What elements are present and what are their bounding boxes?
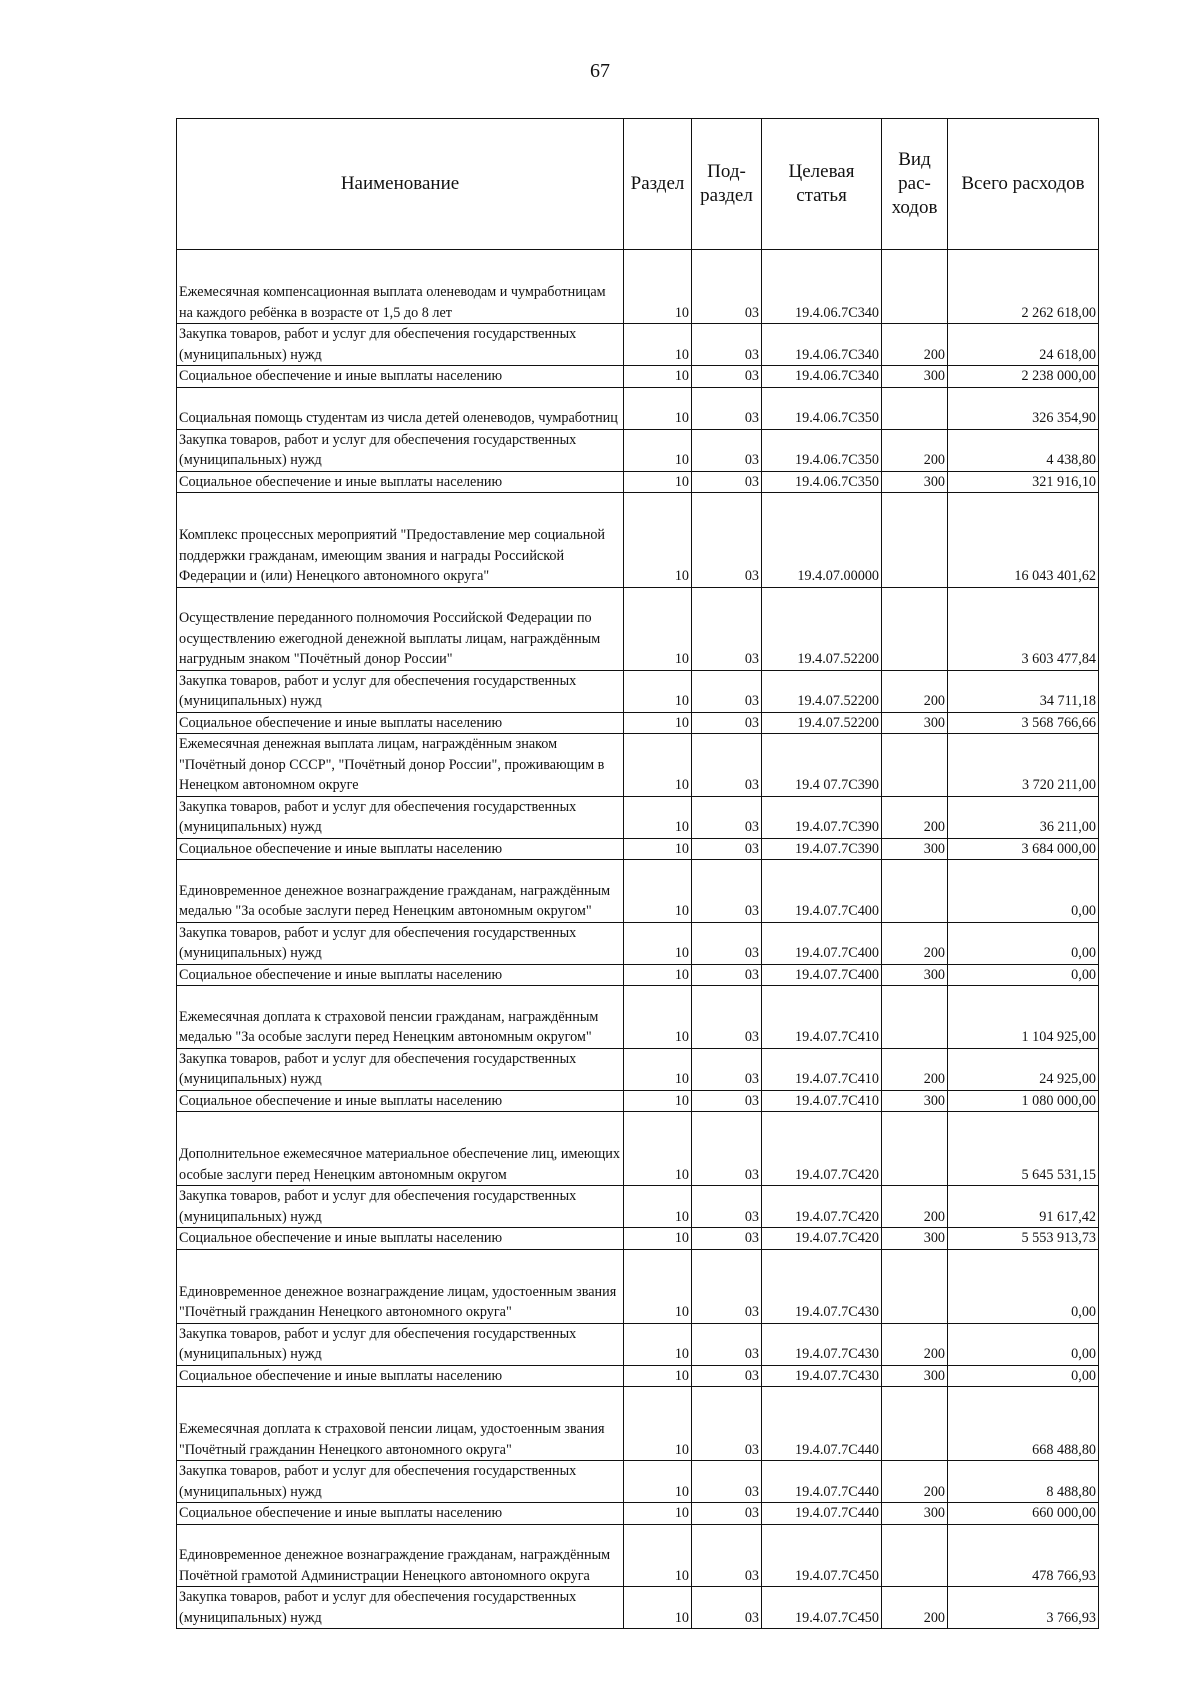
cell-podrazdel: 03 <box>692 250 762 324</box>
cell-razdel: 10 <box>624 1228 692 1250</box>
cell-razdel: 10 <box>624 1461 692 1503</box>
table-row <box>177 1186 1099 1228</box>
cell-celevaya: 19.4.07.7С440 <box>762 1461 882 1503</box>
cell-total: 0,00 <box>948 964 1099 986</box>
table-row <box>177 838 1099 860</box>
cell-razdel: 10 <box>624 964 692 986</box>
cell-vid <box>882 860 948 923</box>
cell-total: 5 645 531,15 <box>948 1112 1099 1186</box>
cell-podrazdel: 03 <box>692 1228 762 1250</box>
cell-name: Единовременное денежное вознаграждение гражданам, награждённым Почётной грамотой Администрации Ненецкого автономного округа <box>177 1524 624 1587</box>
table-row <box>177 1112 1099 1186</box>
table-row <box>177 587 1099 670</box>
cell-podrazdel: 03 <box>692 471 762 493</box>
cell-name: Закупка товаров, работ и услуг для обеспечения государственных (муниципальных) нужд <box>177 1461 624 1503</box>
table-row <box>177 1503 1099 1525</box>
cell-razdel: 10 <box>624 1323 692 1365</box>
cell-total: 0,00 <box>948 1365 1099 1387</box>
cell-razdel: 10 <box>624 1090 692 1112</box>
cell-name: Закупка товаров, работ и услуг для обеспечения государственных (муниципальных) нужд <box>177 1587 624 1629</box>
cell-vid: 300 <box>882 1365 948 1387</box>
cell-razdel: 10 <box>624 324 692 366</box>
cell-razdel: 10 <box>624 366 692 388</box>
cell-razdel: 10 <box>624 493 692 588</box>
cell-celevaya: 19.4.07.7С400 <box>762 922 882 964</box>
table-row <box>177 860 1099 923</box>
cell-name: Социальное обеспечение и иные выплаты населению <box>177 1090 624 1112</box>
cell-celevaya: 19.4.07.7С440 <box>762 1503 882 1525</box>
cell-vid: 200 <box>882 1323 948 1365</box>
cell-total: 34 711,18 <box>948 670 1099 712</box>
cell-podrazdel: 03 <box>692 986 762 1049</box>
cell-name: Закупка товаров, работ и услуг для обеспечения государственных (муниципальных) нужд <box>177 796 624 838</box>
cell-total: 321 916,10 <box>948 471 1099 493</box>
table-row <box>177 1228 1099 1250</box>
cell-podrazdel: 03 <box>692 366 762 388</box>
cell-celevaya: 19.4.07.7С400 <box>762 964 882 986</box>
cell-name: Социальное обеспечение и иные выплаты населению <box>177 366 624 388</box>
cell-name: Социальное обеспечение и иные выплаты населению <box>177 471 624 493</box>
cell-vid <box>882 587 948 670</box>
cell-razdel: 10 <box>624 1387 692 1461</box>
table-row <box>177 493 1099 588</box>
cell-celevaya: 19.4.07.7С400 <box>762 860 882 923</box>
cell-celevaya: 19.4.07.7С420 <box>762 1186 882 1228</box>
header-celevaya: Целевая статья <box>762 119 882 250</box>
cell-razdel: 10 <box>624 1587 692 1629</box>
cell-podrazdel: 03 <box>692 1249 762 1323</box>
cell-vid: 300 <box>882 1090 948 1112</box>
cell-total: 0,00 <box>948 860 1099 923</box>
cell-name: Закупка товаров, работ и услуг для обеспечения государственных (муниципальных) нужд <box>177 922 624 964</box>
cell-total: 2 238 000,00 <box>948 366 1099 388</box>
cell-celevaya: 19.4.06.7С350 <box>762 387 882 429</box>
cell-razdel: 10 <box>624 860 692 923</box>
cell-razdel: 10 <box>624 250 692 324</box>
cell-vid: 300 <box>882 1503 948 1525</box>
cell-podrazdel: 03 <box>692 1365 762 1387</box>
cell-total: 0,00 <box>948 922 1099 964</box>
cell-name: Единовременное денежное вознаграждение лицам, удостоенным звания "Почётный гражданин Ненецкого автономного округа" <box>177 1249 624 1323</box>
table-row <box>177 922 1099 964</box>
header-razdel: Раздел <box>624 119 692 250</box>
cell-razdel: 10 <box>624 734 692 797</box>
cell-vid <box>882 1387 948 1461</box>
cell-name: Социальное обеспечение и иные выплаты населению <box>177 1503 624 1525</box>
cell-name: Закупка товаров, работ и услуг для обеспечения государственных (муниципальных) нужд <box>177 1048 624 1090</box>
cell-vid: 200 <box>882 796 948 838</box>
cell-podrazdel: 03 <box>692 1186 762 1228</box>
cell-vid <box>882 387 948 429</box>
cell-total: 478 766,93 <box>948 1524 1099 1587</box>
cell-razdel: 10 <box>624 471 692 493</box>
table-row <box>177 1048 1099 1090</box>
cell-razdel: 10 <box>624 1112 692 1186</box>
cell-name: Закупка товаров, работ и услуг для обеспечения государственных (муниципальных) нужд <box>177 1186 624 1228</box>
cell-celevaya: 19.4.07.52200 <box>762 712 882 734</box>
cell-razdel: 10 <box>624 387 692 429</box>
cell-vid: 200 <box>882 1461 948 1503</box>
cell-celevaya: 19.4.07.7С410 <box>762 1048 882 1090</box>
cell-vid <box>882 986 948 1049</box>
cell-podrazdel: 03 <box>692 1524 762 1587</box>
cell-vid: 200 <box>882 1186 948 1228</box>
cell-razdel: 10 <box>624 796 692 838</box>
cell-name: Дополнительное ежемесячное материальное обеспечение лиц, имеющих особые заслуги перед Ненецким автономным округом <box>177 1112 624 1186</box>
cell-celevaya: 19.4.07.7С390 <box>762 796 882 838</box>
table-row <box>177 471 1099 493</box>
table-row <box>177 964 1099 986</box>
cell-name: Социальное обеспечение и иные выплаты населению <box>177 1365 624 1387</box>
cell-name: Ежемесячная доплата к страховой пенсии лицам, удостоенным звания "Почётный гражданин Ненецкого автономного округа" <box>177 1387 624 1461</box>
cell-celevaya: 19.4.06.7С340 <box>762 366 882 388</box>
cell-celevaya: 19.4.06.7С350 <box>762 471 882 493</box>
cell-celevaya: 19.4.07.00000 <box>762 493 882 588</box>
cell-celevaya: 19.4.07.7С450 <box>762 1587 882 1629</box>
cell-podrazdel: 03 <box>692 324 762 366</box>
cell-vid: 200 <box>882 922 948 964</box>
cell-total: 3 684 000,00 <box>948 838 1099 860</box>
table-row <box>177 387 1099 429</box>
cell-podrazdel: 03 <box>692 1503 762 1525</box>
cell-vid <box>882 734 948 797</box>
cell-vid: 300 <box>882 964 948 986</box>
cell-vid <box>882 250 948 324</box>
cell-razdel: 10 <box>624 1503 692 1525</box>
cell-total: 0,00 <box>948 1323 1099 1365</box>
cell-celevaya: 19.4.06.7С350 <box>762 429 882 471</box>
cell-name: Социальная помощь студентам из числа детей оленеводов, чумработниц <box>177 387 624 429</box>
cell-total: 3 568 766,66 <box>948 712 1099 734</box>
cell-name: Единовременное денежное вознаграждение гражданам, награждённым медалью "За особые заслуги перед Ненецким автономным округом" <box>177 860 624 923</box>
cell-total: 36 211,00 <box>948 796 1099 838</box>
cell-razdel: 10 <box>624 712 692 734</box>
cell-name: Комплекс процессных мероприятий "Предоставление мер социальной поддержки гражданам, имеющим звания и награды Российской Федерации и (или) Ненецкого автономного округа" <box>177 493 624 588</box>
cell-razdel: 10 <box>624 1186 692 1228</box>
table-header-row <box>177 119 1099 250</box>
cell-total: 660 000,00 <box>948 1503 1099 1525</box>
table-row <box>177 1090 1099 1112</box>
cell-podrazdel: 03 <box>692 964 762 986</box>
page-number: 67 <box>590 60 610 82</box>
cell-total: 3 603 477,84 <box>948 587 1099 670</box>
cell-total: 1 104 925,00 <box>948 986 1099 1049</box>
cell-total: 5 553 913,73 <box>948 1228 1099 1250</box>
cell-vid: 200 <box>882 1587 948 1629</box>
cell-total: 0,00 <box>948 1249 1099 1323</box>
cell-celevaya: 19.4.07.52200 <box>762 587 882 670</box>
cell-vid <box>882 1112 948 1186</box>
cell-total: 3 720 211,00 <box>948 734 1099 797</box>
table-row <box>177 1365 1099 1387</box>
cell-celevaya: 19.4.06.7С340 <box>762 324 882 366</box>
cell-podrazdel: 03 <box>692 712 762 734</box>
cell-razdel: 10 <box>624 922 692 964</box>
cell-name: Закупка товаров, работ и услуг для обеспечения государственных (муниципальных) нужд <box>177 1323 624 1365</box>
cell-total: 668 488,80 <box>948 1387 1099 1461</box>
cell-name: Закупка товаров, работ и услуг для обеспечения государственных (муниципальных) нужд <box>177 429 624 471</box>
cell-podrazdel: 03 <box>692 860 762 923</box>
cell-total: 24 925,00 <box>948 1048 1099 1090</box>
table-row <box>177 712 1099 734</box>
cell-razdel: 10 <box>624 1249 692 1323</box>
cell-celevaya: 19.4.07.7С390 <box>762 838 882 860</box>
cell-celevaya: 19.4.07.7С440 <box>762 1387 882 1461</box>
cell-razdel: 10 <box>624 587 692 670</box>
table-row <box>177 429 1099 471</box>
cell-vid: 300 <box>882 712 948 734</box>
cell-podrazdel: 03 <box>692 1090 762 1112</box>
cell-podrazdel: 03 <box>692 493 762 588</box>
cell-name: Социальное обеспечение и иные выплаты населению <box>177 964 624 986</box>
cell-razdel: 10 <box>624 1524 692 1587</box>
table-body <box>177 250 1099 1629</box>
cell-total: 91 617,42 <box>948 1186 1099 1228</box>
cell-celevaya: 19.4.07.7С420 <box>762 1228 882 1250</box>
cell-razdel: 10 <box>624 1365 692 1387</box>
table-row <box>177 1524 1099 1587</box>
cell-vid: 200 <box>882 670 948 712</box>
cell-podrazdel: 03 <box>692 1461 762 1503</box>
cell-vid: 200 <box>882 429 948 471</box>
cell-celevaya: 19.4.07.7С450 <box>762 1524 882 1587</box>
table-row <box>177 986 1099 1049</box>
cell-podrazdel: 03 <box>692 387 762 429</box>
cell-podrazdel: 03 <box>692 1587 762 1629</box>
cell-razdel: 10 <box>624 838 692 860</box>
cell-name: Осуществление переданного полномочия Российской Федерации по осуществлению ежегодной денежной выплаты лицам, награждённым нагрудным знаком "Почётный донор России" <box>177 587 624 670</box>
cell-name: Ежемесячная доплата к страховой пенсии гражданам, награждённым медалью "За особые заслуги перед Ненецким автономным округом" <box>177 986 624 1049</box>
header-podrazdel: Под- раздел <box>692 119 762 250</box>
table-row <box>177 1587 1099 1629</box>
cell-name: Социальное обеспечение и иные выплаты населению <box>177 712 624 734</box>
cell-podrazdel: 03 <box>692 1323 762 1365</box>
cell-name: Социальное обеспечение и иные выплаты населению <box>177 838 624 860</box>
cell-razdel: 10 <box>624 986 692 1049</box>
cell-celevaya: 19.4.07.7С410 <box>762 1090 882 1112</box>
cell-vid: 200 <box>882 324 948 366</box>
cell-podrazdel: 03 <box>692 922 762 964</box>
cell-vid: 300 <box>882 366 948 388</box>
table-row <box>177 1249 1099 1323</box>
cell-celevaya: 19.4 07.7С390 <box>762 734 882 797</box>
table-row <box>177 324 1099 366</box>
cell-celevaya: 19.4.06.7С340 <box>762 250 882 324</box>
cell-total: 326 354,90 <box>948 387 1099 429</box>
cell-name: Закупка товаров, работ и услуг для обеспечения государственных (муниципальных) нужд <box>177 670 624 712</box>
cell-total: 3 766,93 <box>948 1587 1099 1629</box>
table-row <box>177 366 1099 388</box>
header-vid: Вид рас- ходов <box>882 119 948 250</box>
cell-podrazdel: 03 <box>692 1048 762 1090</box>
cell-podrazdel: 03 <box>692 429 762 471</box>
cell-podrazdel: 03 <box>692 670 762 712</box>
budget-table <box>176 118 1099 1629</box>
cell-celevaya: 19.4.07.7С420 <box>762 1112 882 1186</box>
cell-celevaya: 19.4.07.7С430 <box>762 1249 882 1323</box>
cell-vid: 300 <box>882 471 948 493</box>
cell-total: 16 043 401,62 <box>948 493 1099 588</box>
cell-podrazdel: 03 <box>692 734 762 797</box>
cell-razdel: 10 <box>624 1048 692 1090</box>
cell-razdel: 10 <box>624 670 692 712</box>
table-row <box>177 796 1099 838</box>
cell-vid: 300 <box>882 838 948 860</box>
cell-total: 4 438,80 <box>948 429 1099 471</box>
cell-name: Ежемесячная компенсационная выплата оленеводам и чумработницам на каждого ребёнка в возрасте от 1,5 до 8 лет <box>177 250 624 324</box>
cell-vid: 300 <box>882 1228 948 1250</box>
cell-name: Закупка товаров, работ и услуг для обеспечения государственных (муниципальных) нужд <box>177 324 624 366</box>
cell-celevaya: 19.4.07.52200 <box>762 670 882 712</box>
cell-celevaya: 19.4.07.7С430 <box>762 1323 882 1365</box>
cell-vid <box>882 1524 948 1587</box>
cell-total: 2 262 618,00 <box>948 250 1099 324</box>
header-total: Всего расходов <box>948 119 1099 250</box>
table-row <box>177 250 1099 324</box>
table-row <box>177 1323 1099 1365</box>
table-row <box>177 1387 1099 1461</box>
cell-celevaya: 19.4.07.7С410 <box>762 986 882 1049</box>
cell-vid <box>882 493 948 588</box>
cell-vid: 200 <box>882 1048 948 1090</box>
cell-podrazdel: 03 <box>692 1387 762 1461</box>
table-row <box>177 1461 1099 1503</box>
table-row <box>177 734 1099 797</box>
cell-total: 1 080 000,00 <box>948 1090 1099 1112</box>
cell-celevaya: 19.4.07.7С430 <box>762 1365 882 1387</box>
cell-name: Социальное обеспечение и иные выплаты населению <box>177 1228 624 1250</box>
cell-podrazdel: 03 <box>692 587 762 670</box>
cell-podrazdel: 03 <box>692 796 762 838</box>
cell-name: Ежемесячная денежная выплата лицам, награждённым знаком "Почётный донор СССР", "Почётный донор России", проживающим в Ненецком автономном округе <box>177 734 624 797</box>
cell-vid <box>882 1249 948 1323</box>
cell-total: 8 488,80 <box>948 1461 1099 1503</box>
cell-podrazdel: 03 <box>692 838 762 860</box>
header-name: Наименование <box>177 119 624 250</box>
cell-razdel: 10 <box>624 429 692 471</box>
cell-podrazdel: 03 <box>692 1112 762 1186</box>
cell-total: 24 618,00 <box>948 324 1099 366</box>
table-row <box>177 670 1099 712</box>
